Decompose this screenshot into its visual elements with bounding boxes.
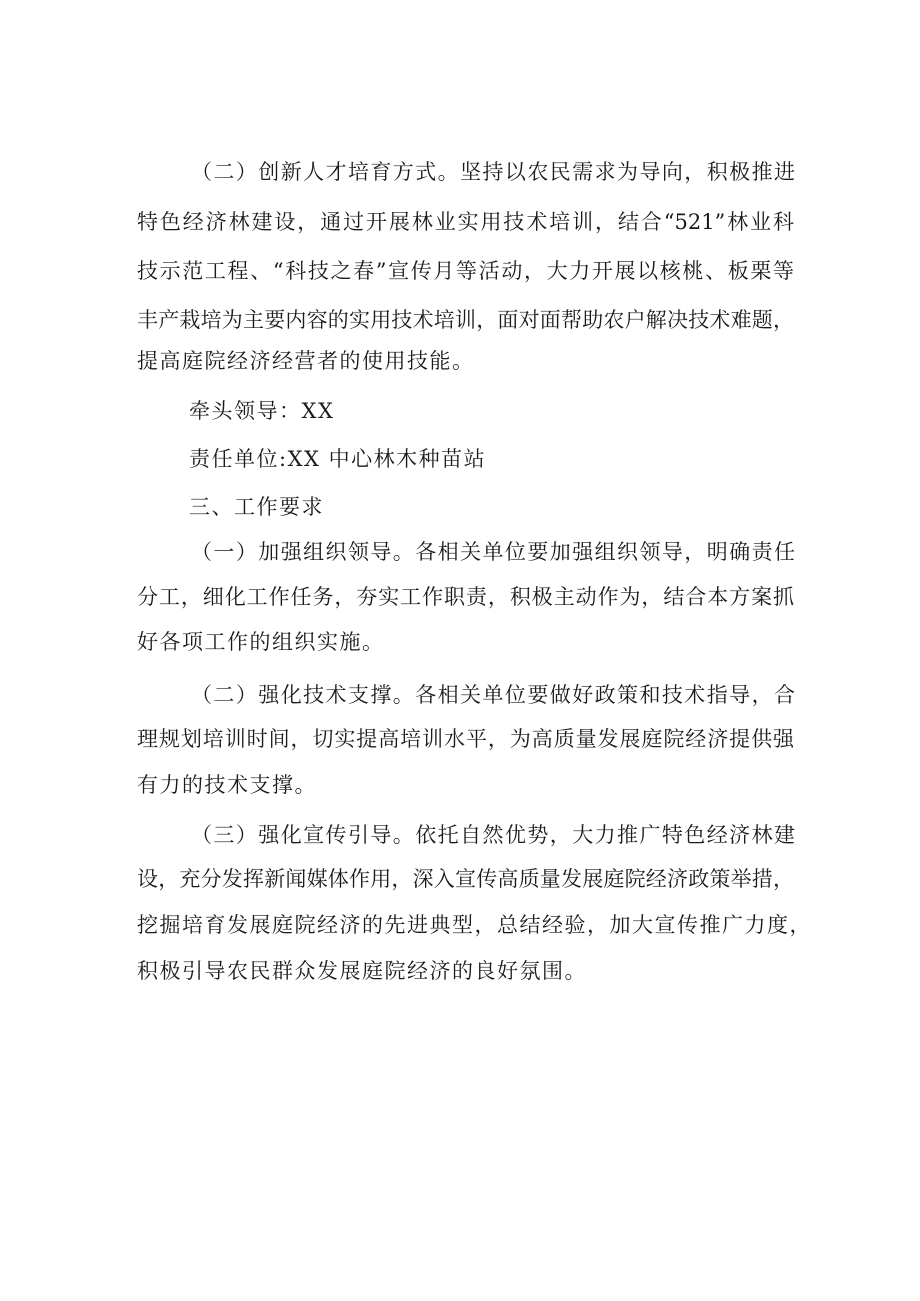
paragraph-line: 有力的技术支撑。	[137, 773, 317, 797]
paragraph-line: 提高庭院经济经营者的使用技能。	[137, 349, 475, 373]
paragraph-line: 设，充分发挥新闻媒体作用，深入宣传高质量发展庭院经济政策举措，	[137, 867, 794, 891]
paragraph-line: （三）强化宣传引导。依托自然优势，大力推广特色经济林建	[191, 823, 795, 847]
paragraph-line: 特色经济林建设，通过开展林业实用技术培训，结合“521”林业科	[137, 210, 794, 234]
paragraph-line: 积极引导农民群众发展庭院经济的良好氛围。	[137, 959, 587, 983]
lead-leader-line: 牵头领导：XX	[189, 399, 335, 423]
paragraph-line: 挖掘培育发展庭院经济的先进典型，总结经验，加大宣传推广力度，	[137, 913, 812, 937]
paragraph-line: 分工，细化工作任务，夯实工作职责，积极主动作为，结合本方案抓	[137, 585, 794, 609]
section-heading: 三、工作要求	[189, 495, 324, 519]
paragraph-line: （二）创新人才培育方式。坚持以农民需求为导向，积极推进	[191, 160, 795, 184]
paragraph-line: 丰产栽培为主要内容的实用技术培训，面对面帮助农户解决技术难题，	[137, 308, 794, 332]
paragraph-line: 理规划培训时间，切实提高培训水平，为高质量发展庭院经济提供强	[137, 727, 794, 751]
paragraph-line: （二）强化技术支撑。各相关单位要做好政策和技术指导，合	[191, 683, 795, 707]
paragraph-line: （一）加强组织领导。各相关单位要加强组织领导，明确责任	[191, 540, 795, 564]
paragraph-line: 好各项工作的组织实施。	[137, 630, 385, 654]
responsible-unit-line: 责任单位:XX 中心林木种苗站	[189, 447, 487, 471]
paragraph-line: 技示范工程、“科技之春”宣传月等活动，大力开展以核桃、板栗等	[137, 259, 794, 283]
